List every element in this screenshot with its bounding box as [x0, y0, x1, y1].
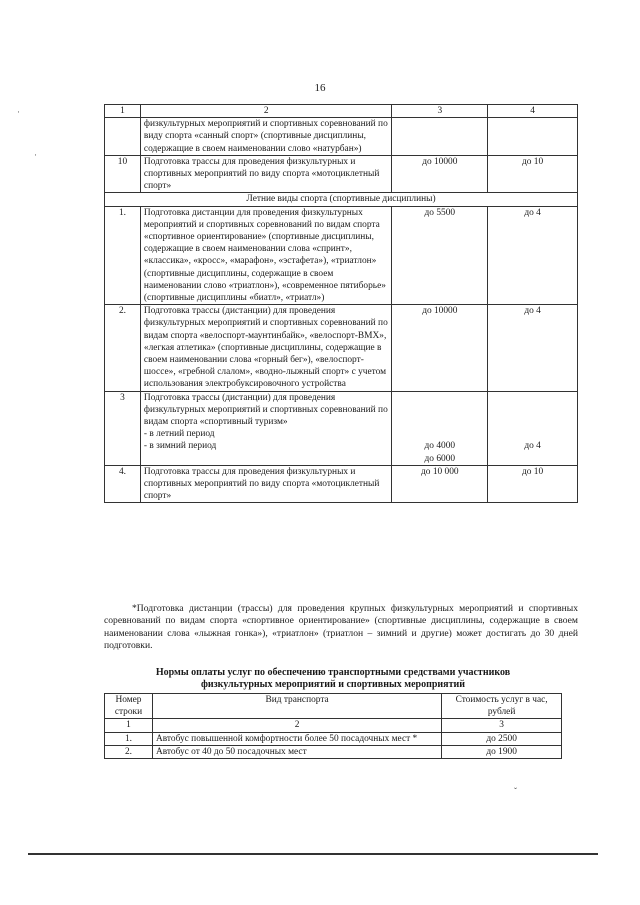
- row-cost: [392, 118, 488, 156]
- table-row: [105, 155, 578, 193]
- header-cell: 4: [488, 105, 578, 118]
- header-cell: Стоимость услуг в час, рублей: [442, 694, 562, 719]
- row-hours-cell: [488, 391, 578, 465]
- row-hours: до 4: [488, 206, 578, 305]
- header-cell: 1: [105, 105, 141, 118]
- column-number: 3: [442, 719, 562, 732]
- row-description: Автобус от 40 до 50 посадочных мест: [152, 745, 441, 758]
- scan-mark: ·: [34, 150, 37, 160]
- spacer: [491, 392, 574, 441]
- scan-mark: ˇ: [514, 786, 517, 796]
- section-title-line1: Нормы оплаты услуг по обеспечению транспортными средствами участников: [155, 667, 511, 678]
- row-description-cell: [140, 391, 392, 465]
- row-description: Подготовка трассы (дистанции) для проведения физкультурных мероприятий и спортивных соревнований по видам спорта «спортивный туризм»: [143, 392, 388, 428]
- row-hours: [488, 118, 578, 156]
- table-header-row: [105, 105, 578, 118]
- spacer: [395, 392, 484, 441]
- row-hours: до 4: [524, 441, 541, 452]
- column-number: 1: [105, 719, 153, 732]
- page-number: 16: [314, 82, 326, 94]
- row-number: 2.: [105, 305, 141, 391]
- row-cost: до 1900: [442, 745, 562, 758]
- row-hours: до 4: [488, 305, 578, 391]
- row-cost: до 10000: [392, 305, 488, 391]
- table-row: [105, 118, 578, 156]
- header-cell: 2: [140, 105, 392, 118]
- row-cost: до 10000: [392, 155, 488, 193]
- row-description: Подготовка трассы (дистанции) для проведения физкультурных мероприятий и спортивных соревнований по видам спорта «велоспорт-маунтинбайк», «велоспорт-BMX», «легкая атлетика» (спортивные дисциплины, содержащие в своем наименовании слова «горный бег»), «велоспорт-шоссе», «гребной слалом», «водно-лыжный спорт» с учетом использования электробуксировочного устройства: [140, 305, 392, 391]
- table-row: [105, 745, 562, 758]
- sub-cost-winter: до 6000: [424, 453, 456, 464]
- table-row: [105, 305, 578, 391]
- row-hours: до 10: [488, 465, 578, 503]
- table-row: [105, 206, 578, 305]
- section-title: [104, 667, 562, 692]
- row-number: 3: [105, 391, 141, 465]
- header-cell: Номер строки: [105, 694, 153, 719]
- scan-mark: ·: [17, 107, 20, 117]
- row-cost: до 10 000: [392, 465, 488, 503]
- row-description: Подготовка дистанции для проведения физкультурных мероприятий и спортивных соревнований по видам спорта «спортивное ориентирование» (спортивные дисциплины, содержащие в своем наименовании слова «спринт», «классика», «кросс», «марафон», «эстафета»), «триатлон» (спортивные дисциплины, содержащие в своем наименовании слово «триатлон»), «современное пятиборье» (спортивные дисциплины «биатл», «триатл»): [140, 206, 392, 305]
- row-cost: до 5500: [392, 206, 488, 305]
- table-row: [105, 732, 562, 745]
- footnote: [104, 603, 578, 652]
- row-number: 1.: [105, 206, 141, 305]
- sub-item-winter: - в зимний период: [143, 441, 217, 452]
- bottom-rule: [28, 853, 598, 855]
- column-number: 2: [152, 719, 441, 732]
- transport-costs-table: [104, 693, 562, 759]
- header-cell: 3: [392, 105, 488, 118]
- row-description: физкультурных мероприятий и спортивных соревнований по виду спорта «санный спорт» (спортивные дисциплины, содержащие в своем наименовании слово «натурбан»): [140, 118, 392, 156]
- row-number: 2.: [105, 745, 153, 758]
- section-heading: Летние виды спорта (спортивные дисциплины): [105, 193, 578, 206]
- header-cell: Вид транспорта: [152, 694, 441, 719]
- row-cost-cell: [392, 391, 488, 465]
- footnote-text: *Подготовка дистанции (трассы) для проведения крупных физкультурных мероприятий и спортивных соревнований по видам спорта «спортивное ориентирование» (спортивные дисциплины, содержащие в своем наименовании слова «лыжная гонка»), «триатлон» (триатлон – зимний и другие) может достигать до 30 дней подготовки.: [104, 603, 578, 651]
- row-cost: до 2500: [442, 732, 562, 745]
- sub-item-summer: - в летний период: [143, 429, 215, 440]
- table-row: [105, 465, 578, 503]
- row-description: Подготовка трассы для проведения физкультурных и спортивных мероприятий по виду спорта «мотоциклетный спорт»: [140, 465, 392, 503]
- table-row: [105, 391, 578, 465]
- column-number-row: [105, 719, 562, 732]
- sports-costs-table: [104, 104, 578, 503]
- row-number: 1.: [105, 732, 153, 745]
- row-description: Подготовка трассы для проведения физкультурных и спортивных мероприятий по виду спорта «мотоциклетный спорт»: [140, 155, 392, 193]
- table-header-row: [105, 694, 562, 719]
- row-number: 4.: [105, 465, 141, 503]
- row-number: 10: [105, 155, 141, 193]
- section-row: [105, 193, 578, 206]
- row-hours: до 10: [488, 155, 578, 193]
- section-title-line2: физкультурных мероприятий и спортивных мероприятий: [200, 679, 466, 691]
- row-description: Автобус повышенной комфортности более 50 посадочных мест *: [152, 732, 441, 745]
- sub-cost-summer: до 4000: [424, 441, 456, 452]
- row-number: [105, 118, 141, 156]
